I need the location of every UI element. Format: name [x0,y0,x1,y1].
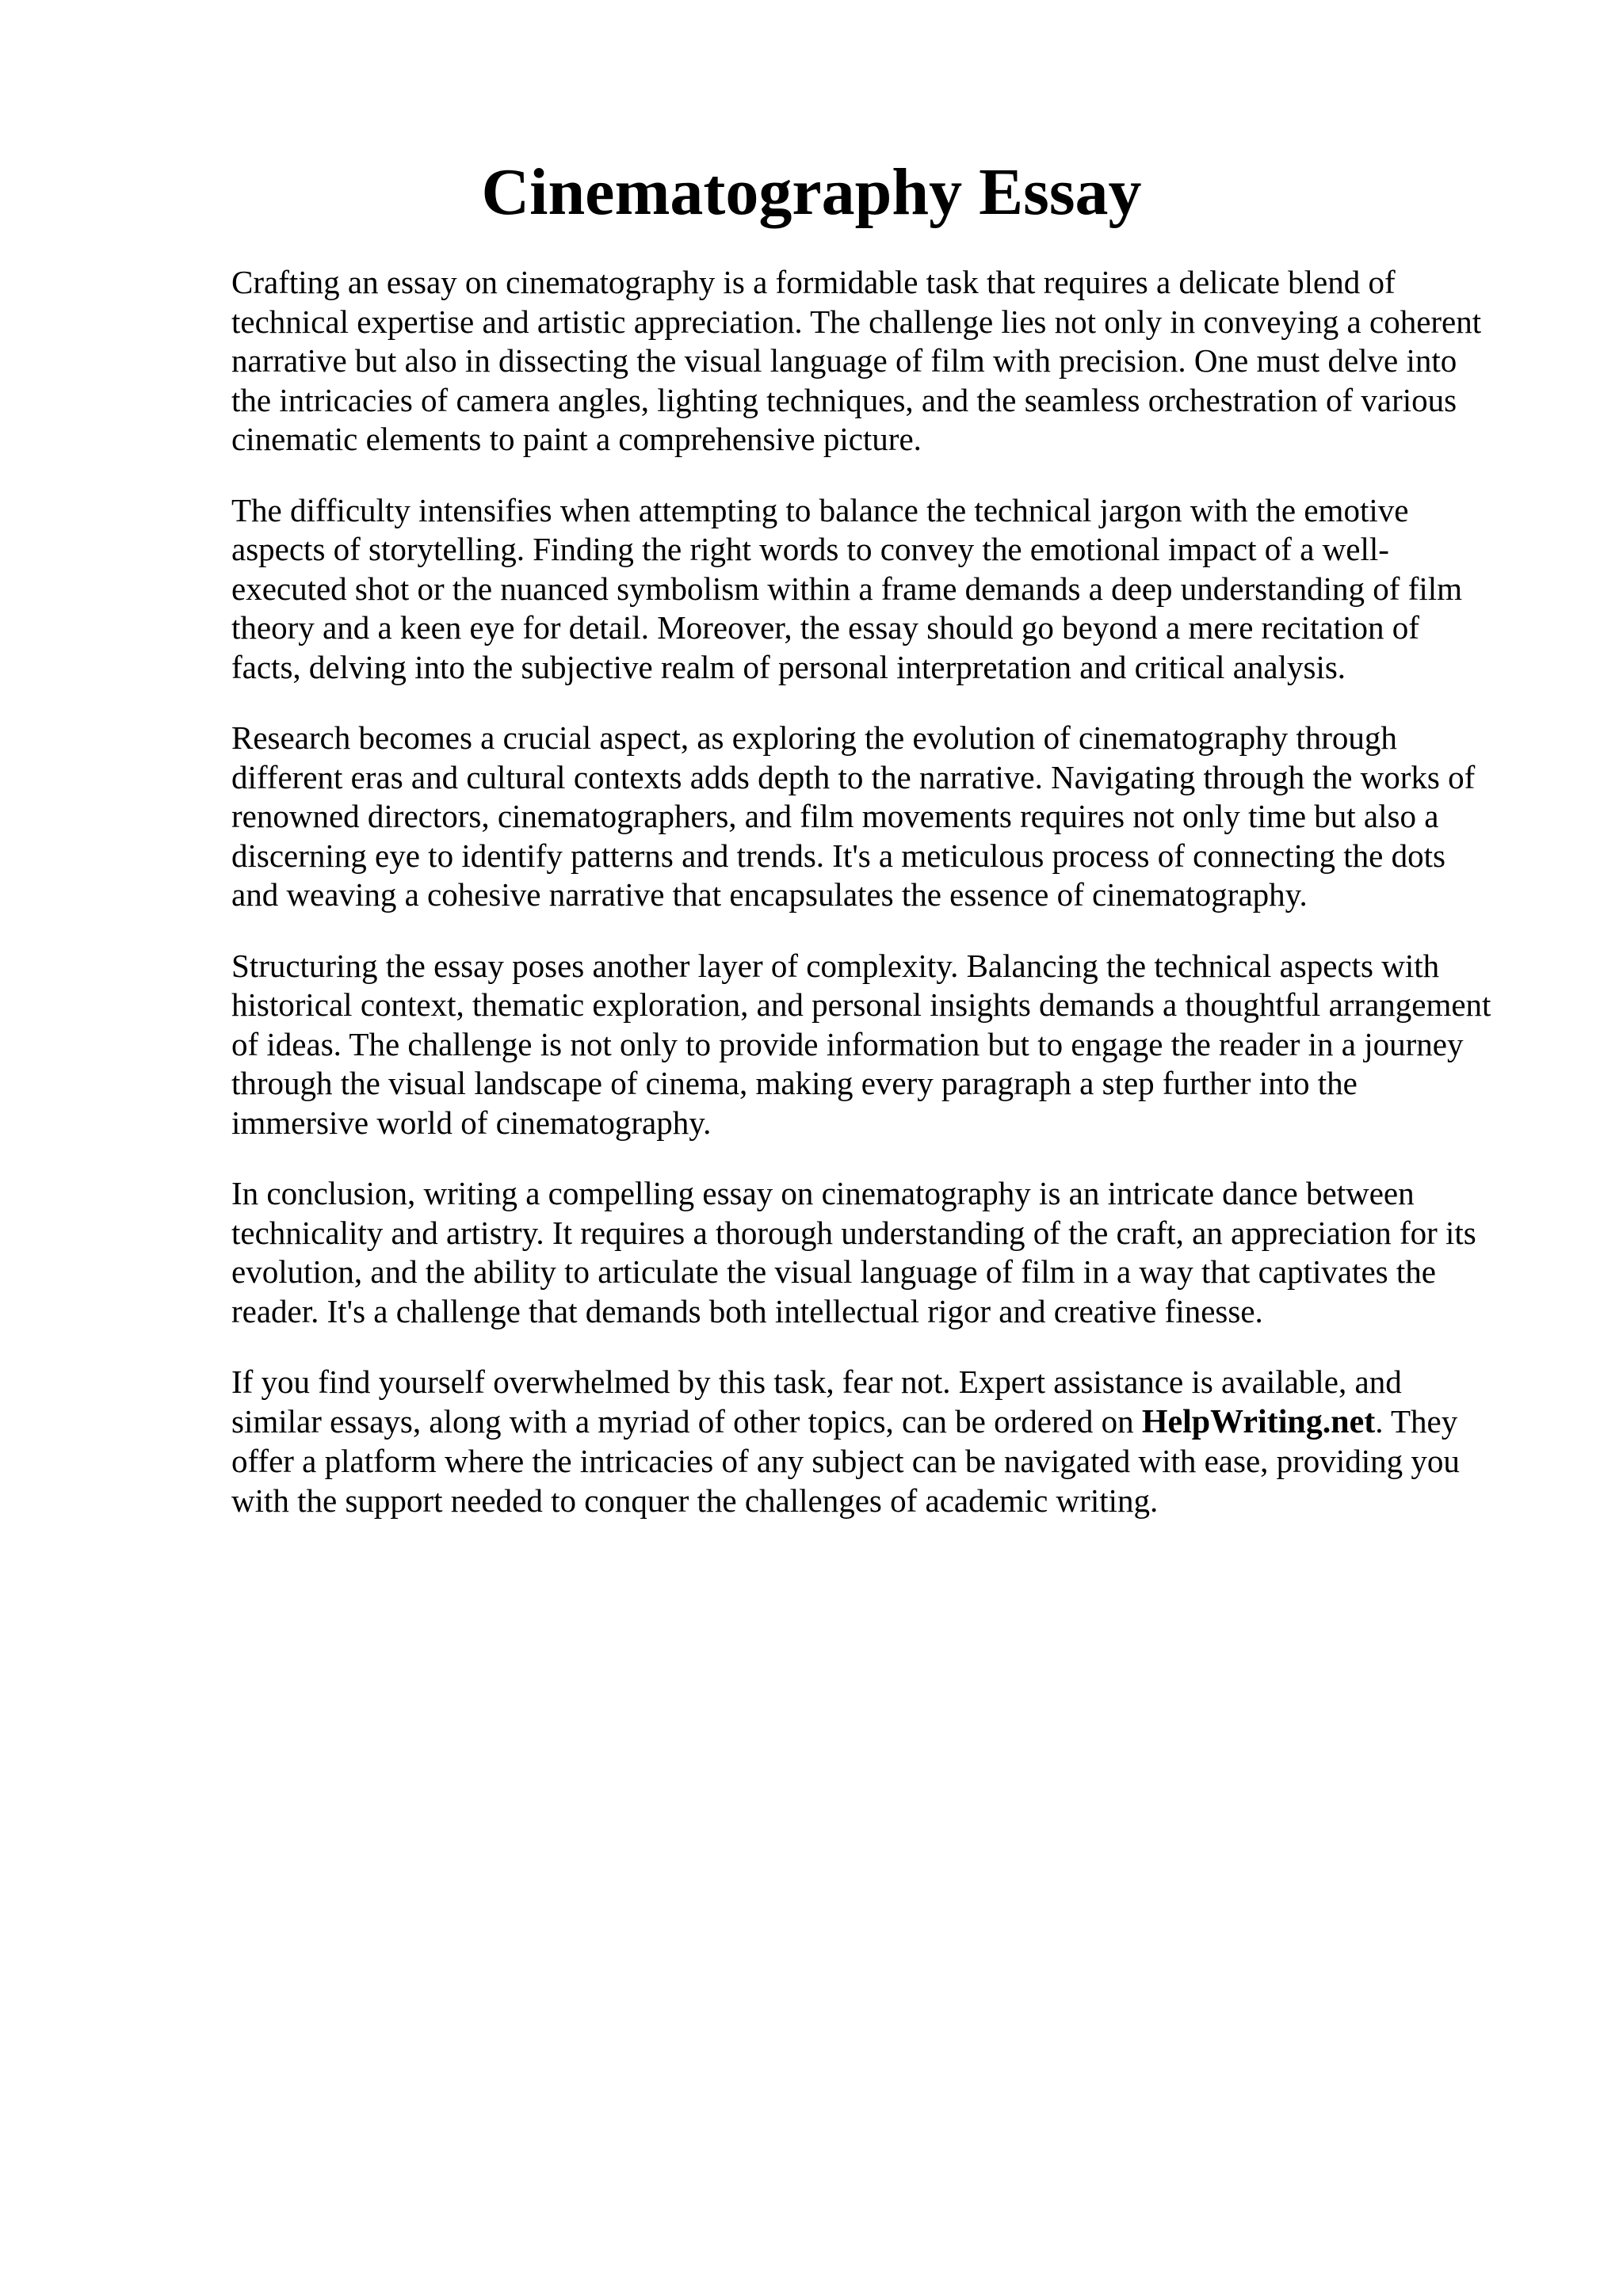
text-line: historical context, thematic exploration, and personal insights demands a thoughtful arrangement [231,986,1491,1023]
brand-link[interactable]: HelpWriting.net [1141,1403,1376,1440]
text-line: Research becomes a crucial aspect, as exploring the evolution of cinematography through [231,719,1397,756]
text-line: the intricacies of camera angles, lighting techniques, and the seamless orchestration of various [231,381,1457,418]
text-line: offer a platform where the intricacies of any subject can be navigated with ease, providing you [231,1443,1460,1479]
text-line: through the visual landscape of cinema, making every paragraph a step further into the [231,1065,1358,1101]
text-line: Crafting an essay on cinematography is a formidable task that requires a delicate blend of [231,264,1396,300]
text-line: The difficulty intensifies when attempting to balance the technical jargon with the emotive [231,491,1409,528]
paragraph-6 [231,1363,1531,1520]
text-line: technical expertise and artistic appreciation. The challenge lies not only in conveying a coherent [231,303,1482,340]
paragraph-3 [231,719,1531,915]
text-line: In conclusion, writing a compelling essay on cinematography is an intricate dance between [231,1175,1415,1211]
text-line: If you find yourself overwhelmed by this task, fear not. Expert assistance is available, and [231,1363,1402,1400]
text-line: of ideas. The challenge is not only to provide information but to engage the reader in a journey [231,1025,1464,1062]
text-line: cinematic elements to paint a comprehensive picture. [231,421,922,457]
text-segment: similar essays, along with a myriad of other topics, can be ordered on [231,1402,1142,1440]
text-line: aspects of storytelling. Finding the right words to convey the emotional impact of a well- [231,531,1389,567]
text-line: technicality and artistry. It requires a thorough understanding of the craft, an appreciation for its [231,1214,1476,1251]
text-line: theory and a keen eye for detail. Moreover, the essay should go beyond a mere recitation of [231,609,1419,646]
text-line: reader. It's a challenge that demands both intellectual rigor and creative finesse. [231,1292,1263,1329]
text-line: narrative but also in dissecting the visual language of film with precision. One must delve into [231,342,1457,379]
text-line: discerning eye to identify patterns and trends. It's a meticulous process of connecting the dots [231,837,1445,874]
essay-body [231,263,1531,1552]
paragraph-2 [231,491,1531,688]
paragraph-1 [231,263,1531,460]
text-line [231,1402,1531,1443]
text-line: renowned directors, cinematographers, and film movements requires not only time but also a [231,798,1439,834]
text-segment: . They [1375,1402,1458,1440]
text-line: immersive world of cinematography. [231,1104,712,1141]
text-line: executed shot or the nuanced symbolism within a frame demands a deep understanding of film [231,570,1463,607]
text-line: with the support needed to conquer the challenges of academic writing. [231,1482,1159,1519]
text-line: facts, delving into the subjective realm of personal interpretation and critical analysis. [231,648,1346,685]
text-line: and weaving a cohesive narrative that encapsulates the essence of cinematography. [231,876,1308,913]
text-line: evolution, and the ability to articulate the visual language of film in a way that captivates the [231,1253,1436,1290]
text-line: different eras and cultural contexts adds depth to the narrative. Navigating through the works of [231,758,1476,795]
paragraph-4 [231,947,1531,1143]
text-line: Structuring the essay poses another layer of complexity. Balancing the technical aspects with [231,947,1440,984]
document-title: Cinematography Essay [481,155,1142,229]
paragraph-5 [231,1174,1531,1331]
